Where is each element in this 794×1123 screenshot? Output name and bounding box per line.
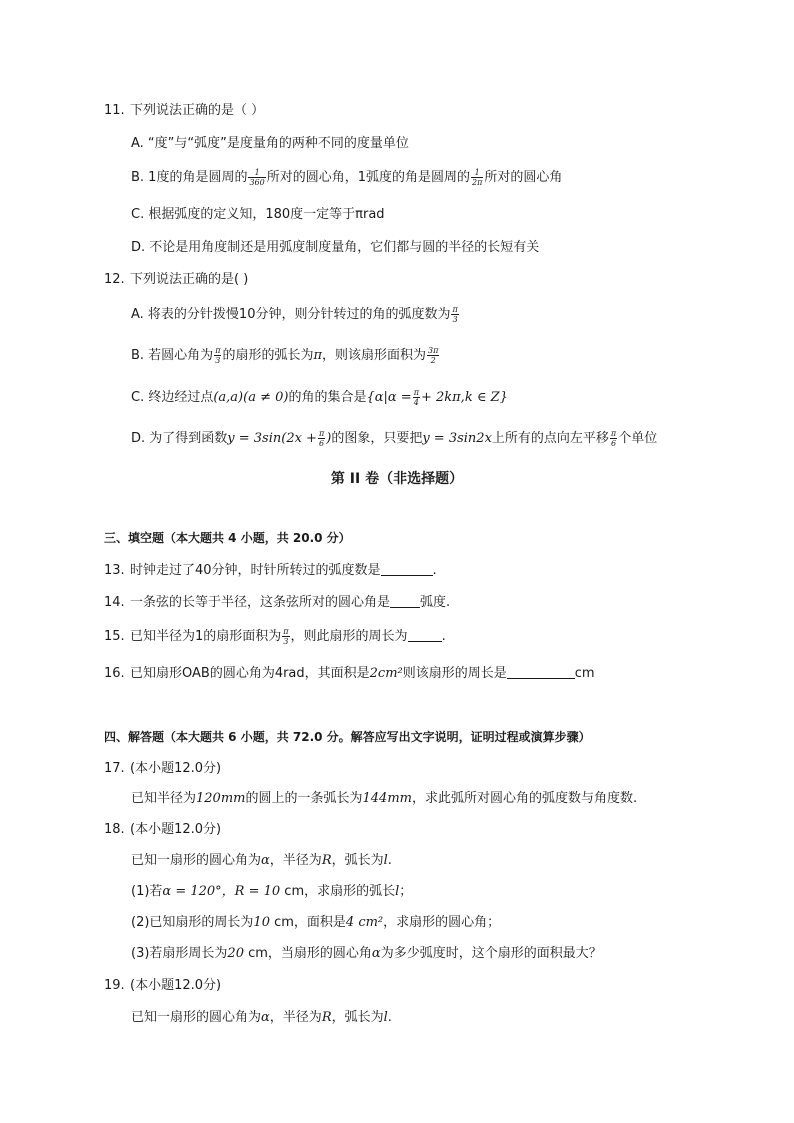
- fraction-denominator: 6: [319, 439, 325, 448]
- math-expression: α: [371, 946, 381, 961]
- q12-option-d-text4: 个单位: [618, 431, 658, 446]
- q14: [104, 593, 450, 613]
- fraction: [282, 627, 289, 646]
- fraction-denominator: 360: [249, 178, 265, 187]
- q12-option-d-text1: D. 为了得到函数: [131, 431, 228, 446]
- fraction: [248, 168, 265, 187]
- fraction-denominator: 3: [452, 315, 458, 324]
- q19-intro2: ，半径为: [269, 1010, 322, 1025]
- q14-number: 14.: [104, 595, 125, 610]
- q18-part1: [131, 882, 412, 902]
- math-expression: l: [383, 1010, 388, 1025]
- fraction-denominator: 4: [413, 398, 419, 407]
- q11-option-b-text3: 所对的圆心角: [484, 170, 563, 185]
- fraction-denominator: 2π: [472, 178, 483, 187]
- math-expression: y = 3sin2x: [422, 431, 492, 446]
- q15-text2: ，则此扇形的周长为: [290, 629, 408, 644]
- q17-number: 17.: [104, 761, 125, 776]
- q18-intro2: ，半径为: [269, 853, 322, 868]
- q18-part3-text1: (3)若扇形周长为: [131, 946, 228, 961]
- q18-score: [104, 820, 221, 840]
- q19-intro4: .: [387, 1010, 392, 1025]
- q12-option-c-text2: 的角的集合是: [288, 390, 367, 405]
- q12-option-d: [131, 429, 657, 449]
- math-expression: 10: [253, 915, 270, 930]
- q18-intro4: .: [387, 853, 392, 868]
- q17-text2: 的圆上的一条弧长为: [245, 791, 363, 806]
- q19-score-text: (本小题12.0分): [130, 978, 222, 993]
- math-expression: (a,a)(a ≠ 0): [213, 390, 289, 405]
- q11-option-c: C. 根据弧度的定义知，180度一定等于πrad: [131, 207, 385, 222]
- fraction-numerator: π: [413, 388, 419, 397]
- fraction: [427, 346, 439, 365]
- q18-part2-text1: (2)已知扇形的周长为: [131, 915, 254, 930]
- section-three-header: 三、填空题（本大题共 4 小题，共 20.0 分）: [104, 531, 351, 545]
- fraction-numerator: 1: [248, 168, 265, 178]
- math-expression: 20: [227, 946, 244, 961]
- math-expression: l: [395, 884, 400, 899]
- math-expression: ): [326, 431, 332, 446]
- q12-option-b-text3: ，则该扇形面积为: [322, 348, 427, 363]
- q18-part2-text2: cm，面积是: [269, 915, 346, 930]
- q18-part1-text2: cm，求扇形的弧长: [280, 884, 396, 899]
- fraction-numerator: 1: [471, 168, 483, 178]
- q12-option-b-text1: B. 若圆心角为: [131, 348, 214, 363]
- q16-end: cm: [574, 666, 595, 681]
- answer-blank[interactable]: [507, 664, 575, 679]
- q12-number: 12.: [104, 272, 125, 287]
- q17-score: [104, 759, 221, 779]
- fraction: [451, 305, 458, 324]
- q18-intro: [131, 851, 392, 871]
- fraction-denominator: 3: [215, 356, 221, 365]
- q17-score-text: (本小题12.0分): [130, 761, 222, 776]
- math-expression: α: [261, 1010, 270, 1025]
- q12-option-d-text3: 上所有的点向左平移: [491, 431, 609, 446]
- math-expression: y = 3sin(2x +: [227, 431, 317, 446]
- math-expression: {α|α =: [366, 390, 412, 405]
- fraction-numerator: π: [283, 627, 289, 636]
- q15: [104, 627, 446, 647]
- q12-option-b: [131, 346, 440, 366]
- q18-part3-text3: 为多少弧度时，这个扇形的面积最大？: [380, 946, 602, 961]
- q11-stem-text: 下列说法正确的是（ ）: [130, 103, 265, 118]
- q18-part2-text3: ，求扇形的圆心角；: [383, 915, 501, 930]
- fraction-numerator: π: [452, 305, 458, 314]
- q11-number: 11.: [104, 103, 125, 118]
- q17-text1: 已知半径为: [131, 791, 197, 806]
- q18-score-text: (本小题12.0分): [130, 822, 222, 837]
- fraction-numerator: π: [215, 346, 221, 355]
- q18-number: 18.: [104, 822, 125, 837]
- math-expression: l: [383, 853, 388, 868]
- math-expression: 120mm: [196, 791, 246, 806]
- q13-text: 时钟走过了40分钟，时针所转过的弧度数是: [130, 563, 381, 578]
- math-expression: 4 cm²: [345, 915, 384, 930]
- q11-option-d: D. 不论是用角度制还是用弧度制度量角，它们都与圆的半径的长短有关: [131, 240, 540, 255]
- q17-text3: ，求此弧所对圆心角的弧度数与角度数.: [411, 791, 638, 806]
- math-expression: + 2kπ,k ∈ Z}: [420, 390, 508, 405]
- fraction: [610, 429, 617, 448]
- q19-number: 19.: [104, 978, 125, 993]
- q11-option-b-text2: 所对的圆心角，1弧度的角是圆周的: [266, 170, 471, 185]
- fraction-numerator: 3π: [428, 346, 439, 355]
- q12-option-c: [131, 388, 508, 408]
- math-expression: R: [321, 1010, 332, 1025]
- fraction-denominator: 2: [430, 356, 436, 365]
- q12-stem: [104, 270, 248, 290]
- q19-intro3: ，弧长为: [331, 1010, 384, 1025]
- math-expression: π: [313, 348, 323, 363]
- q15-end: .: [441, 629, 446, 644]
- q18-part3-text2: cm，当扇形的圆心角: [243, 946, 372, 961]
- q18-part3: [131, 944, 602, 964]
- q11-option-b-text1: B. 1度的角是圆周的: [131, 170, 248, 185]
- answer-blank[interactable]: [408, 627, 442, 642]
- fraction: [413, 388, 420, 407]
- fraction: [214, 346, 221, 365]
- math-expression: α: [261, 853, 270, 868]
- answer-blank[interactable]: [381, 561, 433, 576]
- q18-intro1: 已知一扇形的圆心角为: [131, 853, 262, 868]
- q18-intro3: ，弧长为: [331, 853, 384, 868]
- q14-end: 弧度.: [420, 595, 451, 610]
- q12-option-b-text2: 的扇形的弧长为: [222, 348, 314, 363]
- part-two-title: 第 II 卷（非选择题）: [330, 471, 464, 487]
- fraction: [471, 168, 483, 187]
- q15-number: 15.: [104, 629, 125, 644]
- q12-option-c-text1: C. 终边经过点: [131, 390, 214, 405]
- math-expression: α = 120°，R = 10: [162, 884, 281, 899]
- q11-stem: [104, 101, 264, 121]
- q18-part2: [131, 913, 500, 933]
- q19-intro: [131, 1008, 392, 1028]
- q12-option-d-text2: 的图象，只要把: [331, 431, 423, 446]
- section-four-header: 四、解答题（本大题共 6 小题，共 72.0 分。解答应写出文字说明，证明过程或演算步骤）: [104, 730, 591, 744]
- q19-score: [104, 976, 221, 996]
- q12-option-a: [131, 305, 460, 325]
- fraction-numerator: π: [318, 429, 325, 438]
- q16-text2: 则该扇形的周长是: [402, 666, 507, 681]
- answer-blank[interactable]: [390, 593, 420, 608]
- q17-text: [131, 789, 637, 809]
- q18-part1-text3: ；: [399, 884, 413, 899]
- fraction: [318, 429, 325, 448]
- fraction-denominator: 3: [283, 637, 289, 646]
- q13: [104, 561, 437, 581]
- q13-number: 13.: [104, 563, 125, 578]
- math-expression: 2cm²: [369, 666, 403, 681]
- q18-part1-text1: (1)若: [131, 884, 163, 899]
- q16: [104, 664, 595, 684]
- q12-option-a-text: A. 将表的分针拨慢10分钟，则分针转过的角的弧度数为: [131, 307, 451, 322]
- q16-text1: 已知扇形OAB的圆心角为4rad，其面积是: [130, 666, 370, 681]
- q14-text: 一条弦的长等于半径，这条弦所对的圆心角是: [130, 595, 391, 610]
- math-expression: 144mm: [362, 791, 412, 806]
- q11-option-a: A. “度”与“弧度”是度量角的两种不同的度量单位: [131, 136, 409, 151]
- q15-text1: 已知半径为1的扇形面积为: [130, 629, 282, 644]
- fraction-numerator: π: [610, 429, 617, 438]
- q12-stem-text: 下列说法正确的是( ): [130, 272, 249, 287]
- q11-option-b: [131, 168, 562, 188]
- math-expression: R: [321, 853, 332, 868]
- q19-intro1: 已知一扇形的圆心角为: [131, 1010, 262, 1025]
- q13-end: .: [432, 563, 437, 578]
- fraction-denominator: 6: [611, 439, 617, 448]
- q16-number: 16.: [104, 666, 125, 681]
